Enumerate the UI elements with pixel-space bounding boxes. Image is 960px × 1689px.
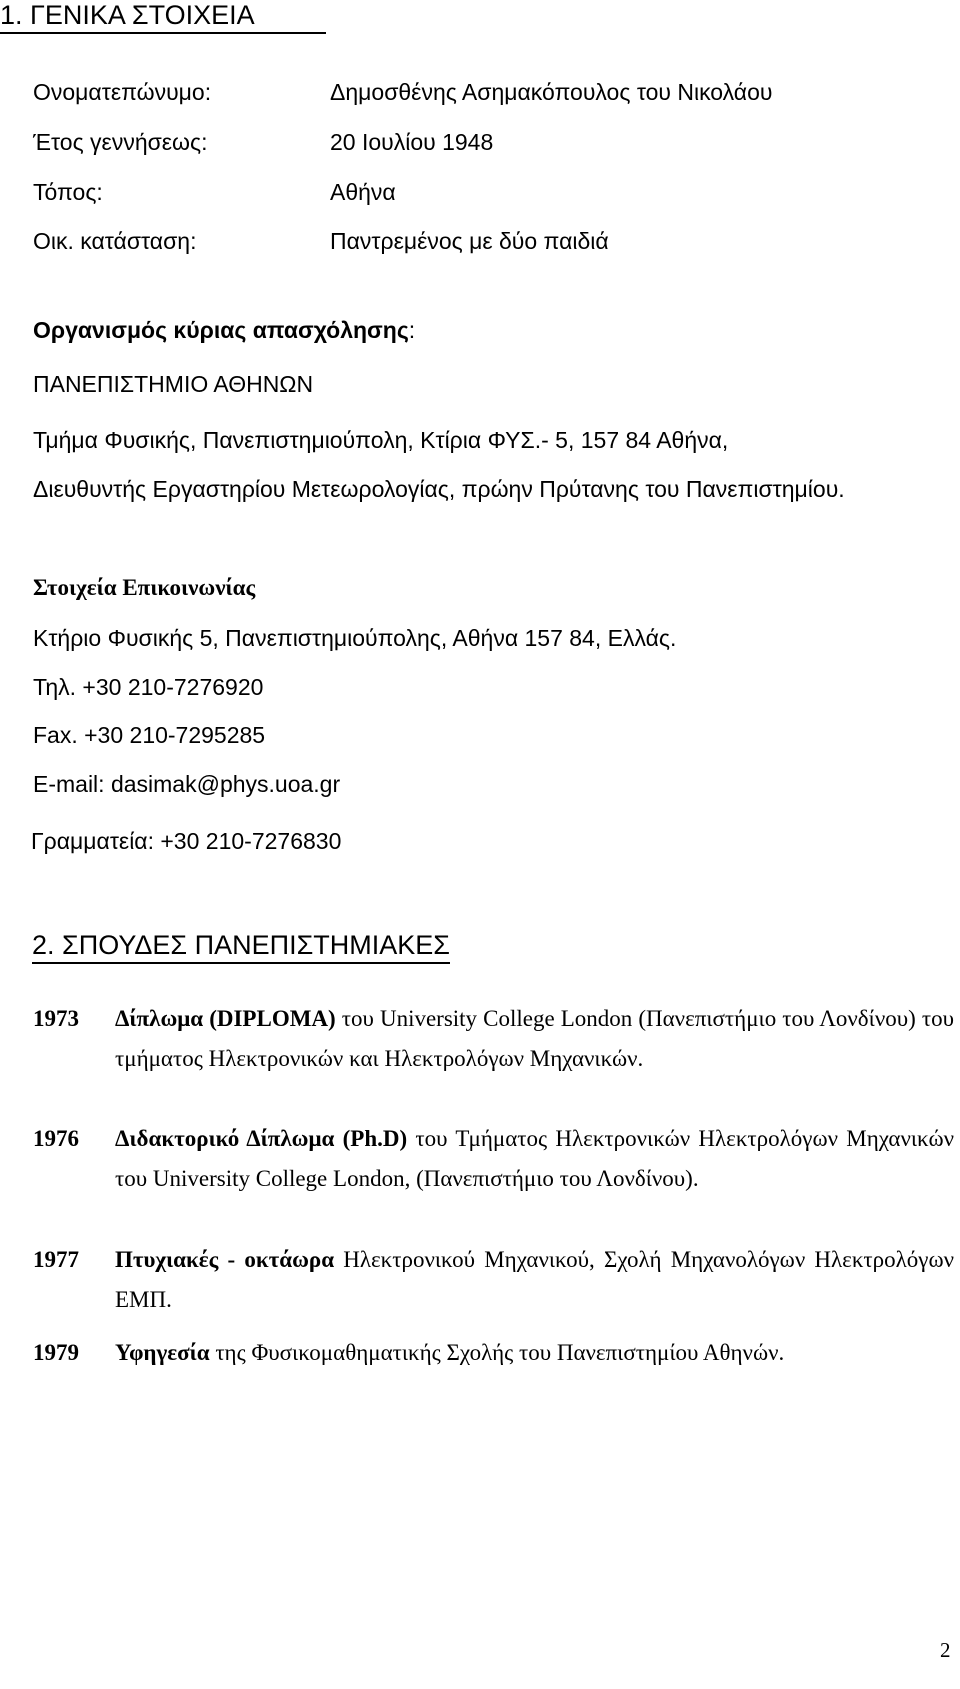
contact-address: Κτήριο Φυσικής 5, Πανεπιστημιούπολης, Αθήνα 157 84, Ελλάς.	[33, 625, 677, 651]
contact-phone: Τηλ. +30 210-7276920	[33, 674, 264, 700]
study-description	[115, 1240, 954, 1320]
study-description	[115, 1119, 954, 1199]
field-label-birth-place: Τόπος:	[33, 179, 103, 205]
study-text: του Τμήματος Ηλεκτρονικών Ηλεκτρολόγων Μηχανικών του University College London, (Πανεπιστήμιο του Λονδίνου).	[115, 1126, 954, 1191]
study-year: 1979	[33, 1340, 79, 1365]
study-year: 1977	[33, 1247, 79, 1272]
employer-position: Διευθυντής Εργαστηρίου Μετεωρολογίας, πρώην Πρύτανης του Πανεπιστημίου.	[33, 476, 845, 502]
employer-university: ΠΑΝΕΠΙΣΤΗΜΙΟ ΑΘΗΝΩΝ	[33, 371, 314, 397]
study-entry-1977	[33, 1240, 954, 1320]
study-text: της Φυσικομαθηματικής Σχολής του Πανεπιστημίου Αθηνών.	[209, 1340, 785, 1365]
study-description	[115, 1333, 954, 1373]
study-title: Υφηγεσία	[115, 1340, 210, 1365]
field-value-marital-status: Παντρεμένος με δύο παιδιά	[330, 228, 609, 254]
employer-department: Τμήμα Φυσικής, Πανεπιστημιούπολη, Κτίρια ΦΥΣ.- 5, 157 84 Αθήνα,	[33, 427, 729, 453]
contact-fax: Fax. +30 210-7295285	[33, 722, 266, 748]
study-entry-1973	[33, 999, 954, 1119]
field-label-birth-date: Έτος γεννήσεως:	[33, 129, 208, 155]
contact-email: E-mail: dasimak@phys.uoa.gr	[33, 771, 341, 797]
section-heading-studies: 2. ΣΠΟΥΔΕΣ ΠΑΝΕΠΙΣΤΗΜΙΑΚΕΣ	[32, 929, 450, 964]
study-title: Δίπλωμα (DIPLOMA)	[115, 1006, 336, 1031]
page-number: 2	[940, 1638, 951, 1662]
field-value-birth-place: Αθήνα	[330, 179, 396, 205]
contact-secretariat: Γραμματεία: +30 210-7276830	[31, 828, 342, 854]
study-title: Πτυχιακές - οκτάωρα	[115, 1247, 335, 1272]
study-entry-1979	[33, 1333, 954, 1373]
section-heading-general: 1. ΓΕΝΙΚΑ ΣΤΟΙΧΕΙΑ	[0, 0, 326, 34]
field-label-name: Ονοματεπώνυμο:	[33, 79, 212, 105]
field-value-birth-date: 20 Ιουλίου 1948	[330, 129, 494, 155]
employer-heading-text: Οργανισμός κύριας απασχόλησης	[33, 317, 409, 343]
field-value-name: Δημοσθένης Ασημακόπουλος του Νικολάου	[330, 79, 773, 105]
employer-heading	[33, 316, 415, 344]
study-text: Ηλεκτρονικού Μηχανικού, Σχολή Μηχανολόγων Ηλεκτρολόγων ΕΜΠ.	[115, 1247, 954, 1312]
study-entry-1976	[33, 1119, 954, 1240]
study-description	[115, 999, 954, 1079]
study-title: Διδακτορικό Δίπλωμα (Ph.D)	[115, 1126, 408, 1151]
field-label-marital-status: Οικ. κατάσταση:	[33, 228, 197, 254]
employer-heading-colon: :	[408, 317, 416, 343]
contact-heading: Στοιχεία Επικοινωνίας	[33, 575, 256, 600]
study-year: 1976	[33, 1126, 79, 1151]
study-year: 1973	[33, 1006, 79, 1031]
study-text: του University College London (Πανεπιστήμιο του Λονδίνου) του τμήματος Ηλεκτρονικών και Ηλεκτρολόγων Μηχανικών.	[115, 1006, 954, 1071]
